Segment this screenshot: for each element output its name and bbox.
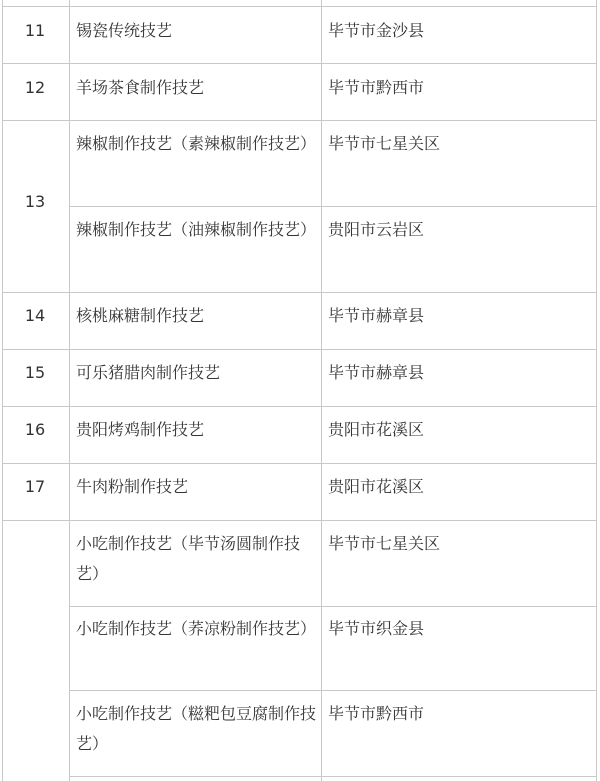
item-name: 贵阳烤鸡制作技艺 bbox=[76, 420, 205, 439]
item-location: 毕节市织金县 bbox=[328, 619, 425, 638]
row-number: 16 bbox=[24, 420, 46, 439]
row-divider bbox=[2, 292, 597, 293]
row-divider bbox=[2, 520, 597, 521]
item-name: 牛肉粉制作技艺 bbox=[76, 477, 189, 496]
item-name: 辣椒制作技艺（素辣椒制作技艺） bbox=[76, 134, 317, 153]
row-number: 12 bbox=[24, 78, 46, 97]
item-location: 毕节市赫章县 bbox=[328, 363, 425, 382]
row-divider bbox=[2, 463, 597, 464]
table-border-right bbox=[596, 0, 597, 781]
row-divider bbox=[69, 606, 597, 607]
item-location: 毕节市赫章县 bbox=[328, 306, 425, 325]
row-divider bbox=[69, 206, 597, 207]
item-name: 辣椒制作技艺（油辣椒制作技艺） bbox=[76, 220, 317, 239]
item-location: 毕节市黔西市 bbox=[328, 704, 425, 723]
row-number: 15 bbox=[24, 363, 46, 382]
table-border-col1 bbox=[69, 0, 70, 781]
item-name: 小吃制作技艺（毕节汤圆制作技艺） bbox=[76, 534, 301, 583]
row-divider bbox=[2, 6, 597, 7]
table-border-left bbox=[2, 0, 3, 781]
item-location: 贵阳市花溪区 bbox=[328, 420, 425, 439]
item-location: 毕节市金沙县 bbox=[328, 21, 425, 40]
item-name: 羊场茶食制作技艺 bbox=[76, 78, 205, 97]
row-divider bbox=[2, 349, 597, 350]
item-location: 贵阳市云岩区 bbox=[328, 220, 425, 239]
row-divider bbox=[69, 690, 597, 691]
item-name: 锡瓷传统技艺 bbox=[76, 21, 173, 40]
item-location: 毕节市七星关区 bbox=[328, 534, 441, 553]
row-divider bbox=[2, 406, 597, 407]
row-divider bbox=[2, 120, 597, 121]
item-name: 核桃麻糖制作技艺 bbox=[76, 306, 205, 325]
item-location: 毕节市黔西市 bbox=[328, 78, 425, 97]
item-location: 贵阳市花溪区 bbox=[328, 477, 425, 496]
row-divider bbox=[69, 776, 597, 777]
table-border-col2 bbox=[321, 0, 322, 781]
row-number: 11 bbox=[24, 21, 46, 40]
row-divider bbox=[2, 63, 597, 64]
item-name: 小吃制作技艺（糍粑包豆腐制作技艺） bbox=[76, 704, 317, 753]
item-name: 小吃制作技艺（荞凉粉制作技艺） bbox=[76, 619, 317, 638]
row-number: 13 bbox=[24, 192, 46, 211]
row-number: 14 bbox=[24, 306, 46, 325]
row-number: 17 bbox=[24, 477, 46, 496]
item-location: 毕节市七星关区 bbox=[328, 134, 441, 153]
item-name: 可乐猪腊肉制作技艺 bbox=[76, 363, 221, 382]
